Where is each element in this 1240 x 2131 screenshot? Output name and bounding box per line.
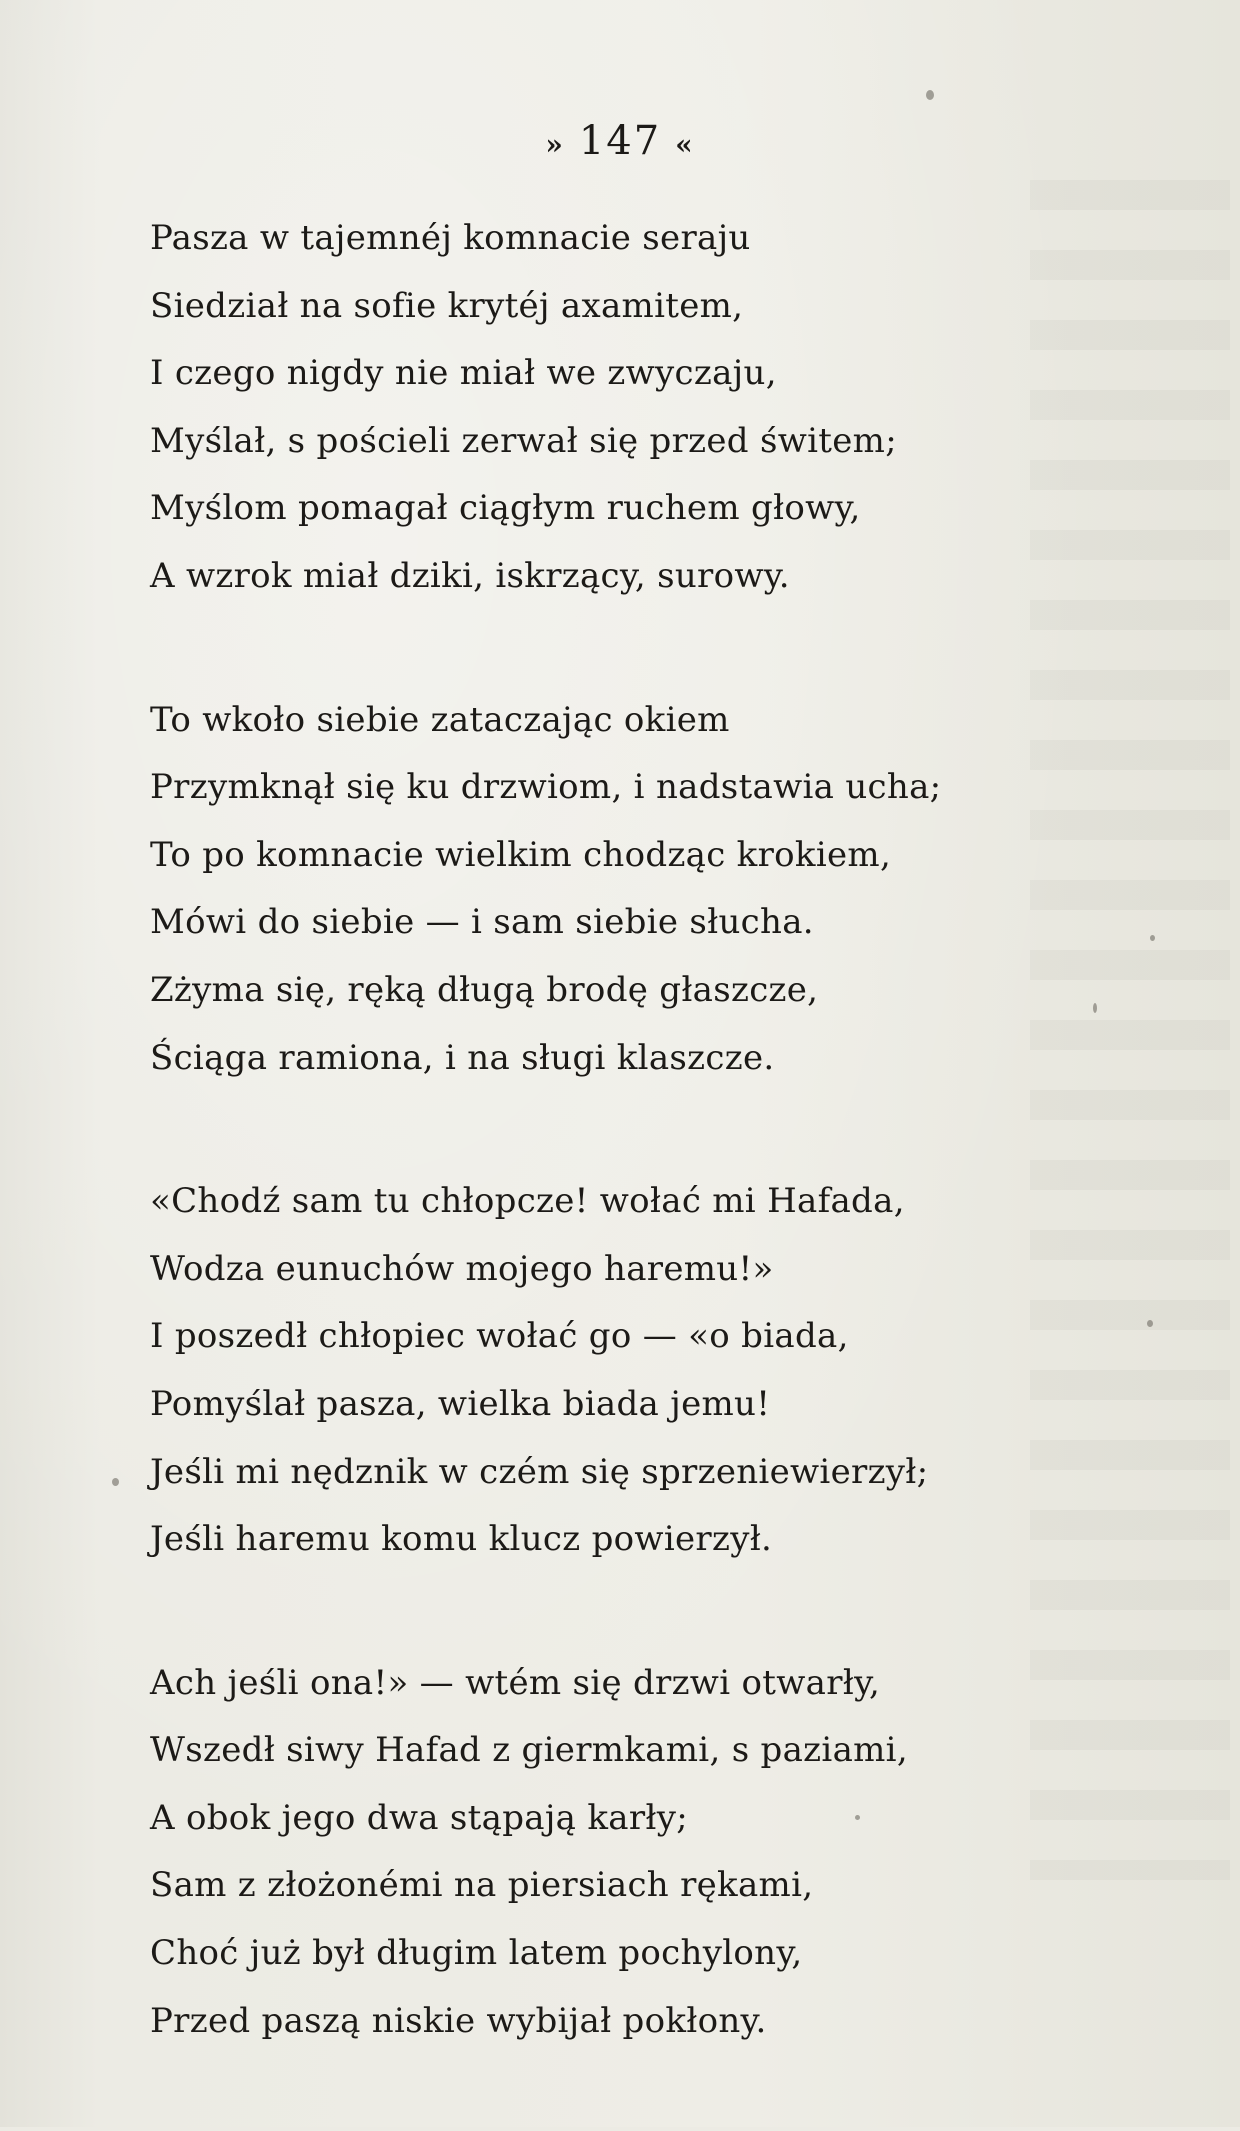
- verse-line: I czego nigdy nie miał we zwyczaju,: [150, 353, 777, 394]
- verse-line: To wkoło siebie zataczając okiem: [150, 699, 730, 740]
- verse-line: Ach jeśli ona!» — wtém się drzwi otwarły,: [150, 1662, 881, 1703]
- verse-line: Przymknął się ku drzwiom, i nadstawia ucha;: [150, 767, 942, 808]
- paper-speck: [926, 90, 934, 100]
- verse-line: Myślom pomagał ciągłym ruchem głowy,: [150, 488, 861, 529]
- verse-line: Przed paszą niskie wybijał pokłony.: [150, 2000, 767, 2041]
- verse-line: Choć już był długim latem pochylony,: [150, 1933, 803, 1974]
- page-header: [0, 118, 1240, 164]
- verse-line: Mówi do siebie — i sam siebie słucha.: [150, 902, 814, 943]
- stanza-3: [150, 1168, 1030, 1574]
- verse-line: I poszedł chłopiec wołać go — «o biada,: [150, 1316, 849, 1357]
- paper-speck: [112, 1478, 119, 1486]
- verse-line: Pomyślał pasza, wielka biada jemu!: [150, 1383, 771, 1424]
- verse-line: Wszedł siwy Hafad z giermkami, s paziami,: [150, 1730, 908, 1771]
- verse-line: Zżyma się, ręką długą brodę głaszcze,: [150, 969, 819, 1010]
- verse-line: To po komnacie wielkim chodząc krokiem,: [150, 834, 892, 875]
- paper-speck: [1093, 1003, 1097, 1013]
- verse-line: Siedział na sofie krytéj axamitem,: [150, 285, 744, 326]
- stanza-4: [150, 1650, 1030, 2056]
- ornament-left: »: [545, 127, 565, 161]
- stanza-1: [150, 205, 1030, 611]
- paper-speck: [1150, 935, 1155, 941]
- poem: [150, 205, 1030, 2131]
- ornament-right: «: [675, 127, 695, 161]
- verse-line: Sam z złożonémi na piersiach rękami,: [150, 1865, 814, 1906]
- verse-line: Jeśli haremu komu klucz powierzył.: [150, 1519, 773, 1560]
- verse-line: A obok jego dwa stąpają karły;: [150, 1797, 688, 1838]
- paper-speck: [855, 1815, 860, 1820]
- verse-line: Ściąga ramiona, i na sługi klaszcze.: [150, 1037, 775, 1078]
- verse-line: Wodza eunuchów mojego haremu!»: [150, 1248, 774, 1289]
- verse-line: Pasza w tajemnéj komnacie seraju: [150, 218, 751, 258]
- verse-line: Myślał, s pościeli zerwał się przed świtem;: [150, 420, 897, 461]
- verse-line: A wzrok miał dziki, iskrzący, surowy.: [150, 555, 790, 596]
- verse-line: «Chodź sam tu chłopcze! wołać mi Hafada,: [150, 1181, 905, 1222]
- show-through-text: [1030, 180, 1230, 1880]
- page-number: 147: [578, 118, 662, 164]
- verse-line: Jeśli mi nędznik w czém się sprzeniewierzył;: [150, 1451, 929, 1492]
- paper-speck: [1147, 1320, 1153, 1327]
- stanza-2: [150, 687, 1030, 1093]
